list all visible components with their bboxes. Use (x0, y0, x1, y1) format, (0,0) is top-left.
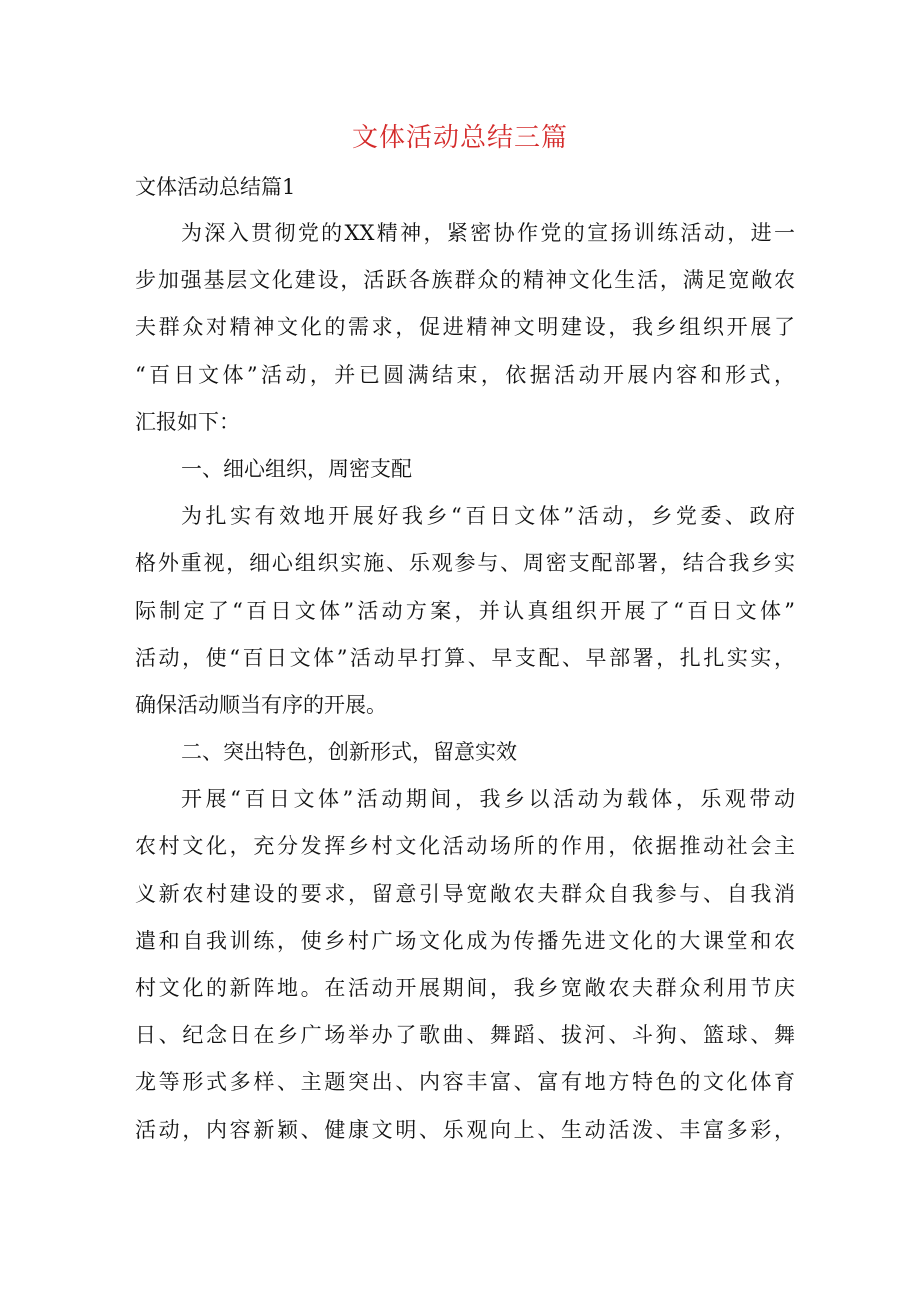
text-line: 汇报如下： (135, 409, 240, 434)
document-body (135, 214, 795, 1158)
text-line: 确保活动顺当有序的开展。 (135, 692, 387, 717)
text-line: 一、细心组织，周密支配 (181, 456, 412, 481)
text-line: 龙等形式多样、主题突出、内容丰富、富有地方特色的文化体育 (135, 1070, 795, 1095)
text-line: 活动，内容新颖、健康文明、乐观向上、生动活泼、丰富多彩， (135, 1117, 795, 1142)
text-line: 格外重视，细心组织实施、乐观参与、周密支配部署，结合我乡实 (135, 551, 795, 576)
document-title: 文体活动总结三篇 (351, 123, 568, 153)
text-line: 遣和自我训练，使乡村广场文化成为传播先进文化的大课堂和农 (135, 928, 795, 953)
text-line: 村文化的新阵地。在活动开展期间，我乡宽敞农夫群众利用节庆 (135, 976, 795, 1000)
section-heading: 文体活动总结篇1 (135, 175, 296, 199)
text-line: 活动，使“百日文体”活动早打算、早支配、早部署，扎扎实实， (135, 645, 795, 670)
text-line: 为深入贯彻党的XX精神，紧密协作党的宣扬训练活动，进一 (181, 221, 795, 245)
text-line: 农村文化，充分发挥乡村文化活动场所的作用，依据推动社会主 (135, 834, 795, 859)
text-line: 义新农村建设的要求，留意引导宽敞农夫群众自我参与、自我消 (135, 881, 795, 906)
text-line: 夫群众对精神文化的需求，促进精神文明建设，我乡组织开展了 (135, 315, 795, 340)
text-line: 际制定了“百日文体”活动方案，并认真组织开展了“百日文体” (135, 598, 795, 623)
text-line: 步加强基层文化建设，活跃各族群众的精神文化生活，满足宽敞农 (135, 268, 795, 293)
text-line: 日、纪念日在乡广场举办了歌曲、舞蹈、拔河、斗狗、篮球、舞 (135, 1023, 795, 1048)
text-line: 为扎实有效地开展好我乡“百日文体”活动，乡党委、政府 (181, 504, 795, 529)
text-line: 开展“百日文体”活动期间，我乡以活动为载体，乐观带动 (181, 787, 795, 812)
text-line: “百日文体”活动，并已圆满结束，依据活动开展内容和形式， (135, 362, 795, 387)
text-line: 二、突出特色，创新形式，留意实效 (181, 740, 517, 765)
